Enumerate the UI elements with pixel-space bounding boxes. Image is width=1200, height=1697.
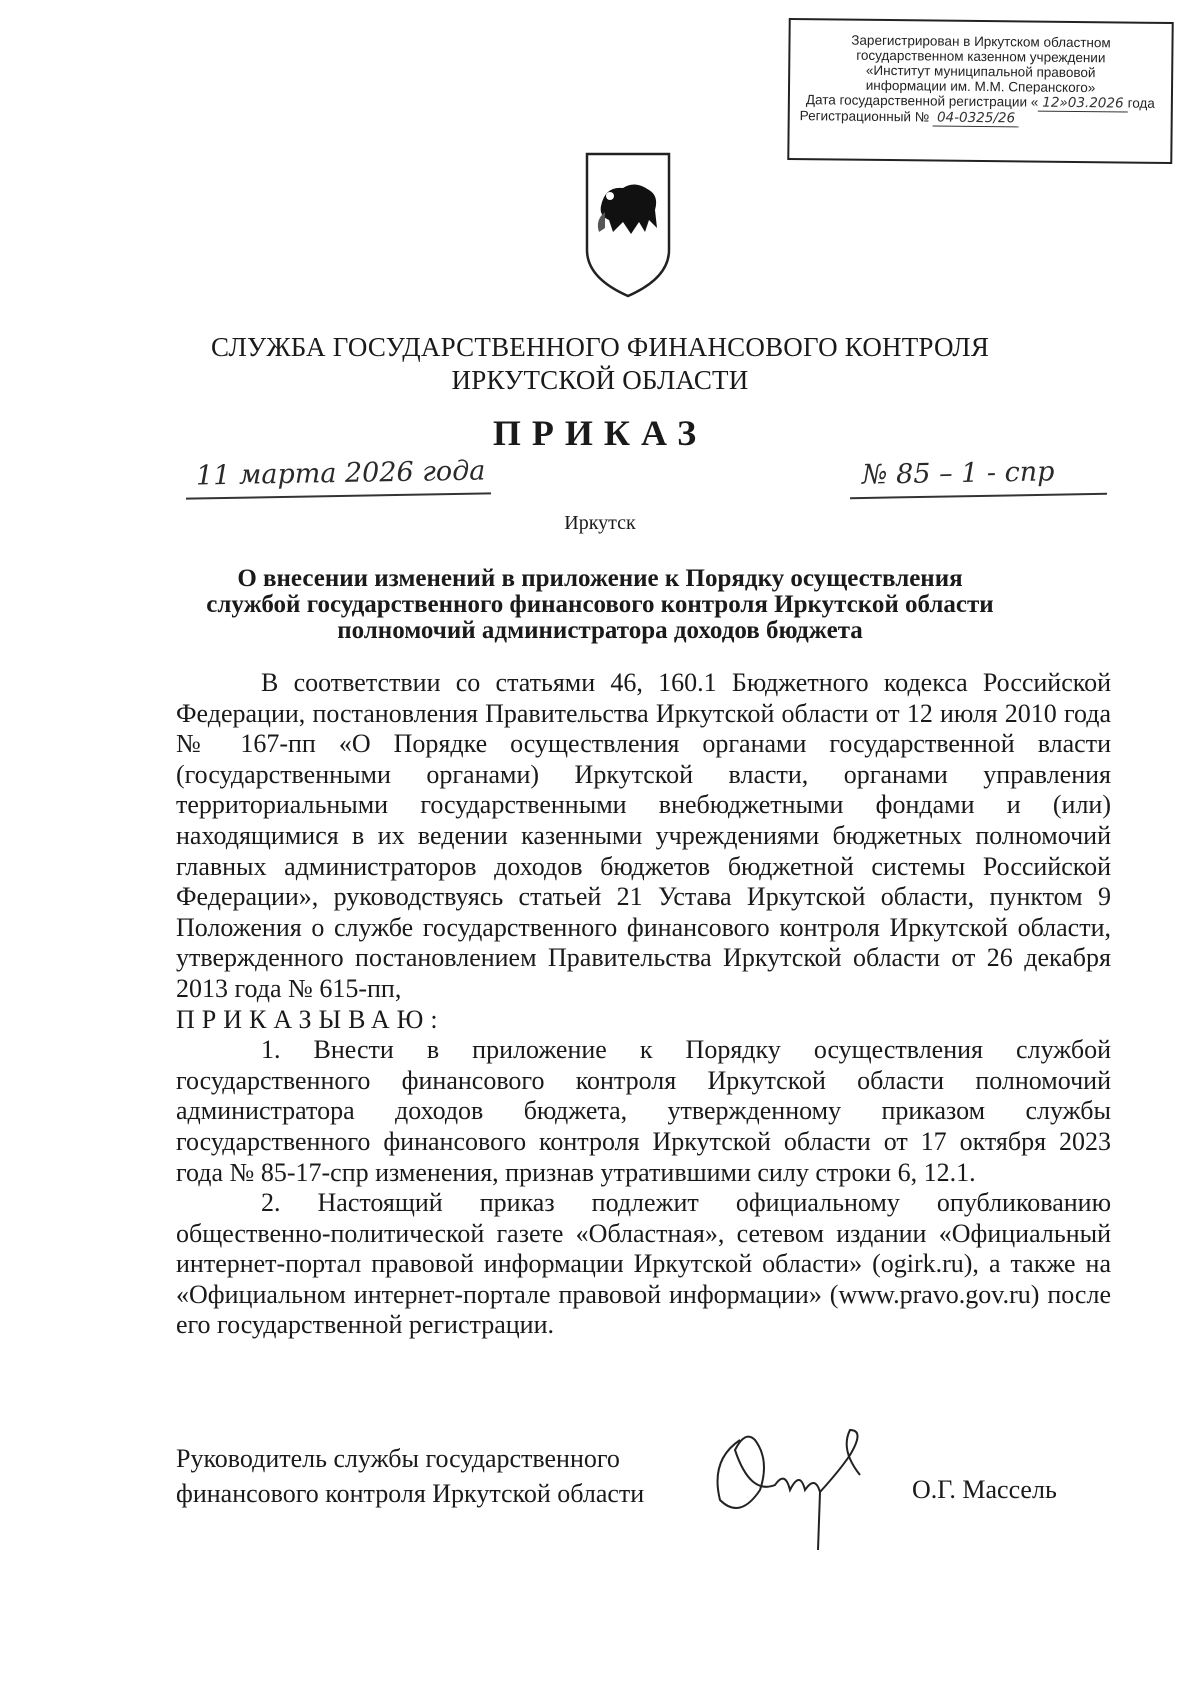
position-line-2: финансового контроля Иркутской области (176, 1479, 645, 1508)
heading-line-1: О внесении изменений в приложение к Порядку осуществления (237, 565, 963, 592)
document-heading (150, 566, 1050, 644)
preamble-paragraph: В соответствии со статьями 46, 160.1 Бюджетного кодекса Российской Федерации, постановления Правительства Иркутской области от 12 июля 2010 года № 167-пп «О Порядке осуществления органами государственной власти (государственными органами) Иркутской власти, органами управления территориальными государственными внебюджетными фондами и (или) находящимися в их ведении казенными учреждениями бюджетных полномочий главных администраторов доходов бюджетов бюджетной системы Российской Федерации», руководствуясь статьей 21 Устава Иркутской области, пунктом 9 Положения о службе государственного финансового контроля Иркутской области, утвержденного постановлением Правительства Иркутской области от 26 декабря 2013 года № 615-пп, (176, 668, 1111, 1003)
number-underline (850, 493, 1107, 499)
stamp-reg-value: 04-0325/26 (933, 110, 1019, 128)
order-item-2: 2. Настоящий приказ подлежит официальному опубликованию общественно-политической газете «Областная», сетевом издании «Официальный интернет-портал правовой информации Иркутской области» (ogirk.ru), а также на «Официальном интернет-портале правовой информации» (www.pravo.gov.ru) после его государственной регистрации. (176, 1188, 1111, 1340)
stamp-date-suffix: года (1127, 95, 1155, 111)
document-date: 11 марта 2026 года (195, 455, 486, 492)
position-line-1: Руководитель службы государственного (176, 1444, 620, 1473)
org-line-1: СЛУЖБА ГОСУДАРСТВЕННОГО ФИНАНСОВОГО КОНТРОЛЯ (210, 332, 990, 362)
stamp-line-3: «Институт муниципальной правовой (865, 62, 1096, 81)
document-number: № 85 – 1 - спр (861, 456, 1055, 491)
signer-position (176, 1441, 644, 1511)
document-body (176, 668, 1111, 1341)
order-word: ПРИКАЗЫВАЮ: (176, 1004, 445, 1034)
document-title: ПРИКАЗ (492, 413, 708, 453)
signer-name: О.Г. Массель (912, 1475, 1057, 1504)
coat-of-arms-icon (583, 150, 673, 300)
stamp-reg-label: Регистрационный № (799, 108, 930, 125)
org-line-2: ИРКУТСКОЙ ОБЛАСТИ (451, 365, 749, 395)
heading-line-3: полномочий администратора доходов бюджета (337, 617, 863, 644)
organization-name (0, 331, 1200, 397)
registration-stamp (787, 18, 1173, 164)
city: Иркутск (564, 512, 636, 534)
order-item-1: 1. Внести в приложение к Порядку осуществления службой государственного финансового контроля Иркутской области полномочий администратора доходов бюджета, утвержденному приказом службы государственного финансового контроля Иркутской области от 17 октября 2023 года № 85-17-спр изменения, признав утратившими силу строки 6, 12.1. (176, 1035, 1111, 1187)
stamp-date-value: 12»03.2026 (1038, 95, 1128, 113)
heading-line-2: службой государственного финансового контроля Иркутской области (206, 591, 994, 618)
stamp-line-1: Зарегистрирован в Иркутском областном (851, 32, 1111, 51)
date-underline (186, 492, 491, 499)
handwritten-signature (700, 1400, 900, 1560)
stamp-line-4: информации им. М.М. Сперанского» (865, 77, 1096, 96)
stamp-line-2: государственном казенном учреждении (856, 47, 1106, 66)
stamp-date-label: Дата государственной регистрации « (805, 92, 1039, 110)
